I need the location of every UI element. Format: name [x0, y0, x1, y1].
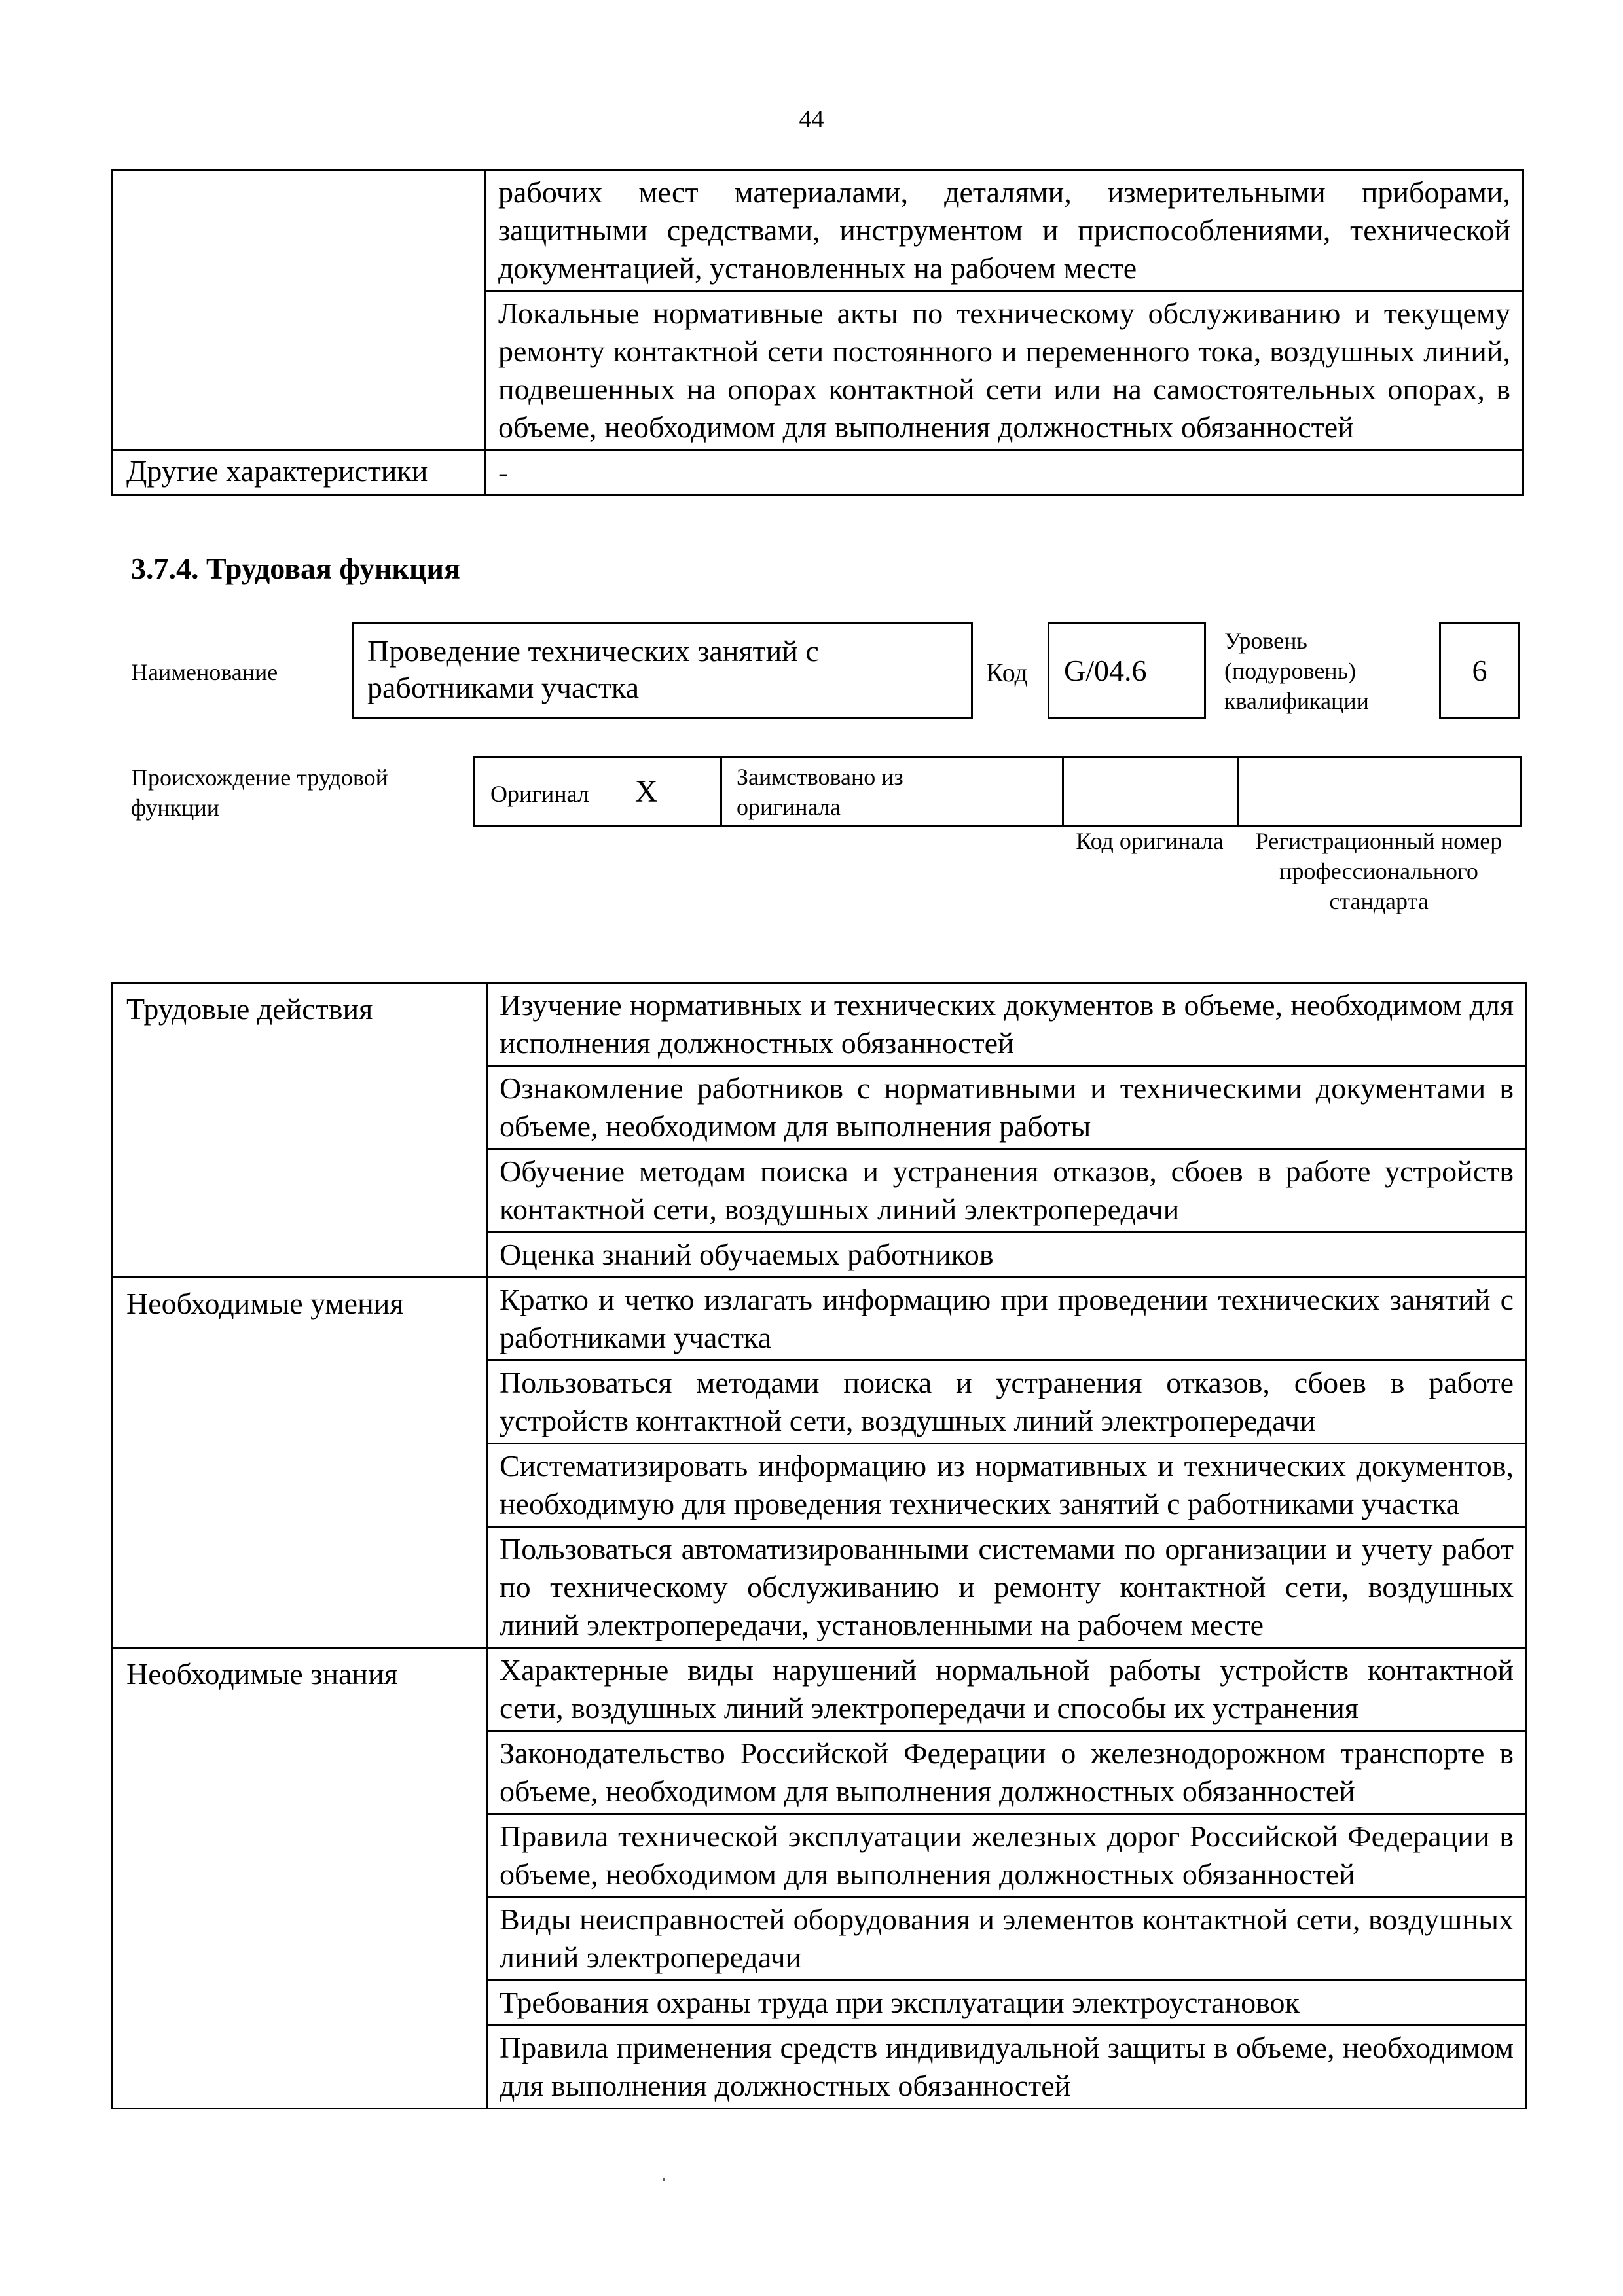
list-item: Характерные виды нарушений нормальной работы устройств контактной сети, воздушных линий электропередачи и способы их устранения	[487, 1648, 1527, 1731]
table-row	[113, 1648, 1527, 1731]
original-cell	[474, 757, 721, 826]
list-item: Требования охраны труда при эксплуатации электроустановок	[487, 1981, 1527, 2026]
list-item: Оценка знаний обучаемых работников	[487, 1232, 1527, 1278]
list-item: Локальные нормативные акты по техническому обслуживанию и текущему ремонту контактной сети постоянного и переменного тока, воздушных линий, подвешенных на опорах контактной сети или на самостоятельных опорах, в объеме, необходимом для выполнения должностных обязанностей	[486, 291, 1523, 450]
borrowed-cell	[721, 757, 1063, 826]
row-label: Другие характеристики	[113, 450, 486, 495]
list-item: Систематизировать информацию из нормативных и технических документов, необходимую для проведения технических занятий с работниками участка	[487, 1444, 1527, 1527]
original-label: Оригинал	[490, 780, 589, 807]
scan-speck	[663, 2178, 665, 2181]
table-row	[113, 983, 1527, 1066]
name-label: Наименование	[131, 659, 278, 685]
row-label	[113, 170, 486, 450]
list-item: Пользоваться методами поиска и устранения отказов, сбоев в работе устройств контактной сети, воздушных линий электропередачи	[487, 1361, 1527, 1444]
list-item: -	[486, 450, 1523, 495]
continuation-table	[111, 169, 1524, 496]
borrowed-label: Заимствовано из оригинала	[737, 764, 903, 820]
list-item: Правила технической эксплуатации железных дорог Российской Федерации в объеме, необходимом для выполнения должностных обязанностей	[487, 1814, 1527, 1897]
row-label: Необходимые знания	[113, 1648, 487, 2109]
registration-number-cell	[1239, 757, 1522, 826]
row-label: Необходимые умения	[113, 1278, 487, 1648]
page-number: 44	[799, 105, 824, 133]
level-label: Уровень (подуровень) квалификации	[1224, 628, 1369, 714]
level-value-box	[1439, 622, 1520, 719]
list-item: Виды неисправностей оборудования и элементов контактной сети, воздушных линий электропередачи	[487, 1897, 1527, 1981]
list-item: Изучение нормативных и технических документов в объеме, необходимом для исполнения должностных обязанностей	[487, 983, 1527, 1066]
list-item: Правила применения средств индивидуальной защиты в объеме, необходимом для выполнения должностных обязанностей	[487, 2026, 1527, 2109]
row-label: Трудовые действия	[113, 983, 487, 1278]
list-item: Кратко и четко излагать информацию при проведении технических занятий с работниками участка	[487, 1278, 1527, 1361]
origin-label: Происхождение трудовой функции	[131, 764, 388, 821]
original-code-cell	[1063, 757, 1239, 826]
table-row	[113, 1278, 1527, 1361]
original-mark: X	[634, 774, 658, 809]
table-row	[113, 170, 1523, 291]
section-title: 3.7.4. Трудовая функция	[131, 552, 460, 585]
list-item: Обучение методам поиска и устранения отказов, сбоев в работе устройств контактной сети, воздушных линий электропередачи	[487, 1149, 1527, 1232]
caption-registration: Регистрационный номер профессионального стандарта	[1255, 828, 1503, 914]
table-row	[474, 757, 1522, 826]
list-item: Пользоваться автоматизированными системами по организации и учету работ по техническому обслуживанию и ремонту контактной сети, воздушных линий электропередачи, установленными на рабочем месте	[487, 1527, 1527, 1648]
list-item: Законодательство Российской Федерации о железнодорожном транспорте в объеме, необходимом для выполнения должностных обязанностей	[487, 1731, 1527, 1814]
list-item: Ознакомление работников с нормативными и техническими документами в объеме, необходимом для выполнения работы	[487, 1066, 1527, 1149]
caption-code: Код оригинала	[1076, 828, 1224, 854]
name-value-box	[352, 622, 973, 719]
name-value: Проведение технических занятий с работниками участка	[367, 634, 819, 704]
code-label: Код	[986, 658, 1028, 687]
level-value: 6	[1472, 653, 1487, 687]
origin-table	[473, 756, 1522, 827]
code-value-box	[1048, 622, 1206, 719]
table-row	[113, 450, 1523, 495]
list-item: рабочих мест материалами, деталями, измерительными приборами, защитными средствами, инструментом и приспособлениями, технической документацией, установленных на рабочем месте	[486, 170, 1523, 291]
main-table	[111, 982, 1527, 2109]
code-value: G/04.6	[1064, 653, 1147, 687]
